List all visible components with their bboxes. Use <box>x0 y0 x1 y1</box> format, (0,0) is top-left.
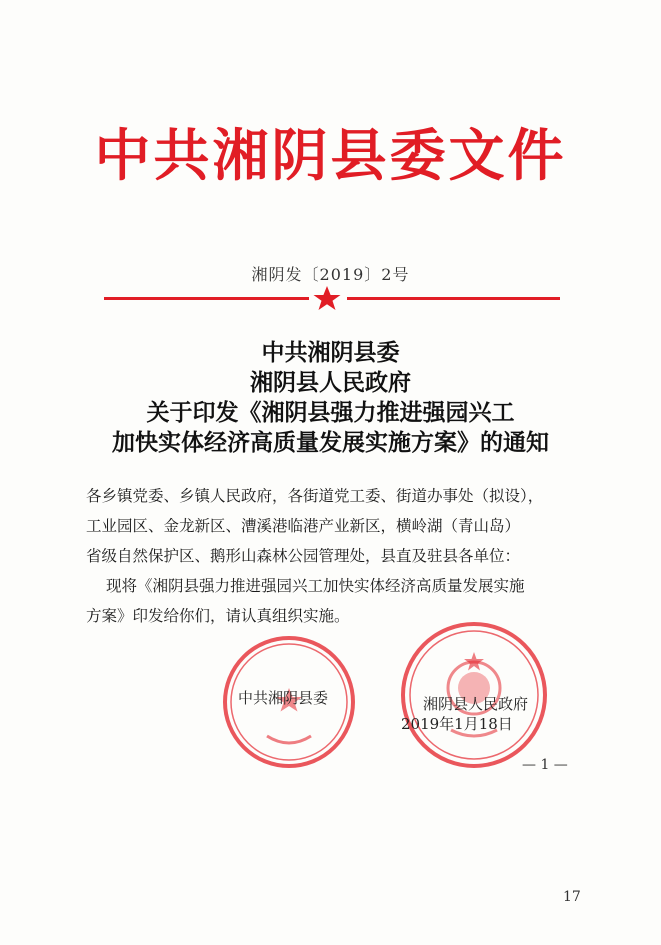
page-number: 17 <box>563 889 581 905</box>
recipients-line-2: 工业园区、金龙新区、漕溪港临港产业新区，横岭湖（青山岛） <box>86 517 521 535</box>
content-line-2: 方案》印发给你们，请认真组织实施。 <box>86 607 350 625</box>
red-rule-right <box>347 297 560 300</box>
red-star-icon <box>312 285 342 311</box>
page-mark: — 1 — <box>522 757 568 773</box>
signer-county-government: 湘阴县人民政府 <box>423 695 529 713</box>
document-header-title: 中共湘阴县委文件 <box>94 123 567 189</box>
red-rule-left <box>104 297 309 300</box>
document-number: 湘阴发〔2019〕2号 <box>251 265 410 284</box>
recipients-line-3: 省级自然保护区、鹅形山森林公园管理处，县直及驻县各单位： <box>86 547 521 565</box>
recipients-line-1: 各乡镇党委、乡镇人民政府，各街道党工委、街道办事处（拟设）， <box>86 487 544 505</box>
signer-party-committee: 中共湘阴县委 <box>238 689 329 707</box>
notice-body <box>86 481 576 631</box>
content-line-1: 现将《湘阴县强力推进强园兴工加快实体经济高质量发展实施 <box>106 577 525 595</box>
title-line-2: 湘阴县人民政府 <box>250 369 411 396</box>
title-line-4: 加快实体经济高质量发展实施方案》的通知 <box>112 429 549 456</box>
notice-title-block <box>0 338 661 458</box>
title-line-1: 中共湘阴县委 <box>261 339 400 366</box>
title-line-3: 关于印发《湘阴县强力推进强园兴工 <box>146 399 515 426</box>
signing-date: 2019年1月18日 <box>401 715 513 733</box>
